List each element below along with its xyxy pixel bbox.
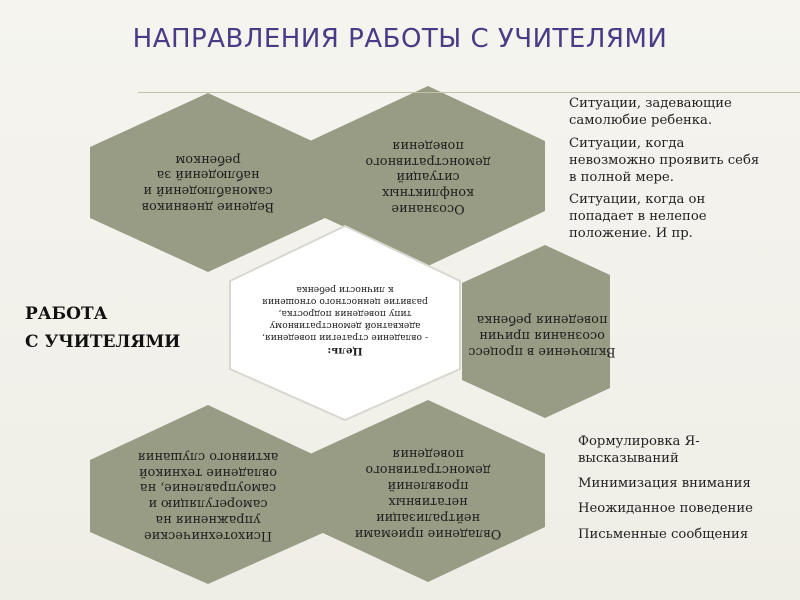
technique-item: Минимизация внимания (578, 476, 751, 492)
technique-item: Формулировка Я-высказываний (578, 434, 700, 467)
technique-item: Неожиданное поведение (578, 501, 753, 517)
side-heading (25, 300, 180, 356)
side-heading-line1: РАБОТА (25, 304, 108, 324)
hexagon-bottom-center-text: Овладение приемами нейтрализации негативных проявлений демонстративного поведения (354, 446, 502, 541)
hexagon-right-text: Включение в процесс осознания причин поведения ребенка (468, 312, 616, 359)
title-divider (138, 92, 800, 93)
technique-item: Письменные сообщения (578, 526, 749, 542)
hexagon-top-center-text: Осознание конфликтных ситуаций демонстративного поведения (365, 137, 491, 217)
side-heading-line2: С УЧИТЕЛЯМИ (25, 332, 181, 353)
techniques-list (578, 433, 778, 549)
situation-item: Ситуации, когда он попадает в нелепое положение. И пр. (569, 192, 707, 242)
situation-item: Ситуации, когда невозможно проявить себя в полной мере. (569, 135, 760, 185)
situation-item: Ситуации, задевающие самолюбие ребенка. (569, 96, 732, 128)
hexagon-bottom-left-text: Психотехнические упражнения на саморегуляцию и самоуправление, на овладение техникой активного слушания (137, 448, 279, 544)
situations-list (569, 96, 764, 249)
page-title: НАПРАВЛЕНИЯ РАБОТЫ С УЧИТЕЛЯМИ (132, 24, 668, 54)
hexagon-center-text: Цель: - овладение стратегии поведения, адекватной демонстративному типу поведения подростка, развитие ценностного отношения к личности ребенка (261, 284, 429, 357)
hexagon-top-left-text: Ведение дневников самонаблюдений и наблюдений за ребенком (141, 151, 275, 215)
